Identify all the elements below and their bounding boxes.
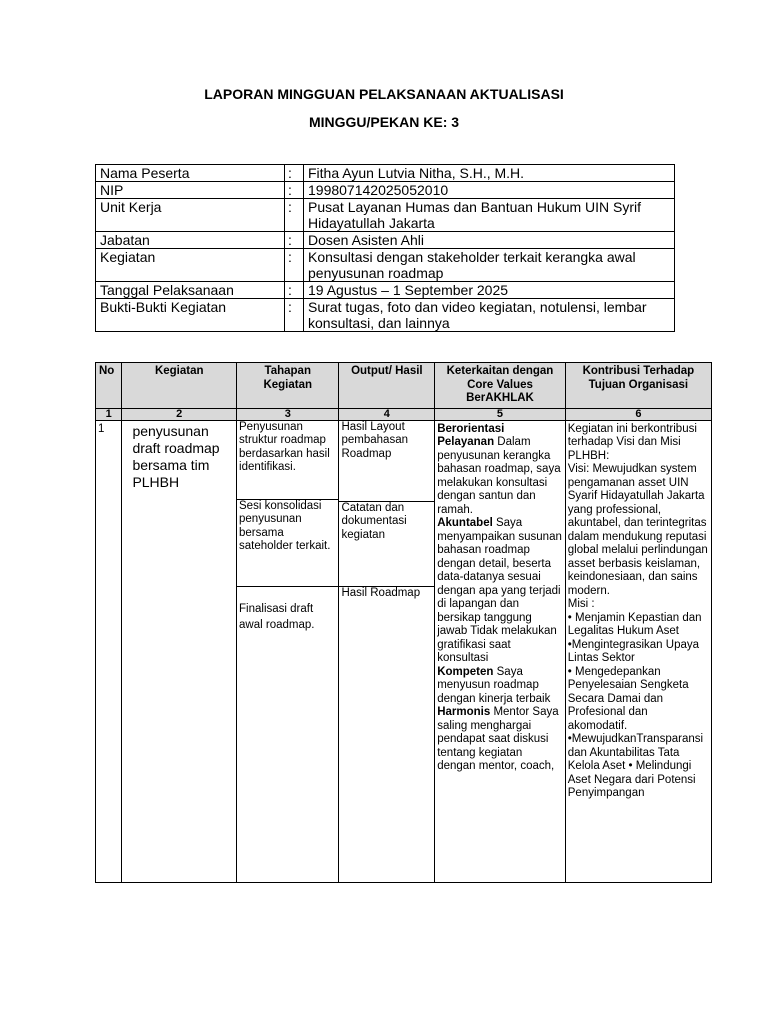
identity-separator: : [285, 182, 304, 199]
header-tahapan: Tahapan Kegiatan [237, 363, 339, 409]
kontribusi-line: Visi: Mewujudkan system pengamanan asset UIN Syarif Hidayatullah Jakarta yang professional, akuntabel, dan terintegritas dalam mendukung reputasi global melalui perlindungan asset berbasis keislaman, keindonesiaan, dan sains modern. [567, 463, 708, 597]
week-number: MINGGU/PEKAN KE: 3 [308, 114, 460, 130]
identity-row [96, 182, 675, 199]
core-value-text: Saya menyusun roadmap dengan kinerja terbaik [437, 665, 551, 705]
identity-value: Dosen Asisten Ahli [304, 232, 675, 249]
col-number: 4 [339, 408, 435, 420]
col-number: 6 [565, 408, 711, 420]
kontribusi-line: •Mengintegrasikan Upaya Lintas Sektor [567, 638, 700, 664]
header-row [96, 363, 712, 409]
tahapan-cell [237, 420, 339, 882]
kontribusi-line: • Menjamin Kepastian dan Legalitas Hukum Aset [567, 611, 702, 637]
identity-row [96, 165, 675, 182]
header-kontribusi: Kontribusi Terhadap Tujuan Organisasi [565, 363, 711, 409]
core-value-term: Berorientasi Pelayanan [437, 422, 505, 448]
output-item: Hasil Roadmap [341, 586, 421, 599]
identity-label: Bukti-Bukti Kegiatan [96, 299, 285, 332]
identity-label: Unit Kerja [96, 199, 285, 232]
row-number: 1 [96, 420, 122, 882]
identity-value: 19 Agustus – 1 September 2025 [304, 282, 675, 299]
kontribusi-cell [565, 420, 711, 882]
identity-label: NIP [96, 182, 285, 199]
identity-label: Kegiatan [96, 249, 285, 282]
identity-separator: : [285, 232, 304, 249]
tahapan-step: Penyusunan struktur roadmap berdasarkan hasil identifikasi. [237, 421, 338, 500]
col-number: 5 [435, 408, 566, 420]
kegiatan-text: penyusunan draft roadmap bersama tim PLHBH [132, 422, 220, 490]
tahapan-step: Sesi konsolidasi penyusunan bersama sateholder terkait. [237, 500, 338, 587]
identity-separator: : [285, 199, 304, 232]
output-item: Catatan dan dokumentasi kegiatan [339, 502, 434, 587]
kegiatan-cell [122, 420, 237, 882]
identity-row [96, 282, 675, 299]
identity-separator: : [285, 282, 304, 299]
identity-separator: : [285, 299, 304, 332]
col-number: 1 [96, 408, 122, 420]
header-core-values: Keterkaitan dengan Core Values BerAKHLAK [435, 363, 566, 409]
kontribusi-line: Kegiatan ini berkontribusi terhadap Visi dan Misi PLHBH: [567, 422, 697, 462]
header-kegiatan: Kegiatan [122, 363, 237, 409]
identity-label: Tanggal Pelaksanaan [96, 282, 285, 299]
col-number: 2 [122, 408, 237, 420]
core-value-text: Saya menyampaikan susunan bahasan roadmap dengan detail, beserta data-datanya sesuai dengan apa yang terjadi di lapangan dan bersikap tanggung jawab Tidak melakukan gratifikasi saat konsultasi [437, 517, 562, 664]
identity-value: Fitha Ayun Lutvia Nitha, S.H., M.H. [304, 165, 675, 182]
identity-row [96, 199, 675, 232]
identity-label: Nama Peserta [96, 165, 285, 182]
header-no: No [96, 363, 122, 409]
core-value-term: Kompeten [437, 665, 494, 678]
identity-value: Konsultasi dengan stakeholder terkait kerangka awal penyusunan roadmap [304, 249, 675, 282]
column-number-row [96, 408, 712, 420]
output-item: Hasil Layout pembahasan Roadmap [339, 421, 434, 502]
identity-row [96, 249, 675, 282]
header-output: Output/ Hasil [339, 363, 435, 409]
identity-label: Jabatan [96, 232, 285, 249]
core-values-cell [435, 420, 566, 882]
core-value-term: Akuntabel [437, 517, 493, 529]
core-value-term: Harmonis [437, 706, 491, 718]
table-row [96, 420, 712, 882]
identity-separator: : [285, 249, 304, 282]
identity-table [95, 164, 675, 332]
core-value-text: Mentor Saya saling menghargai pendapat saat diskusi tentang kegiatan dengan mentor, coach, [437, 706, 559, 772]
tahapan-step: Finalisasi draft awal roadmap. [239, 602, 315, 631]
identity-value: 199807142025052010 [304, 182, 675, 199]
kontribusi-line: • Mengedepankan Penyelesaian Sengketa Secara Damai dan Profesional dan akomodatif. [567, 665, 689, 732]
identity-value: Surat tugas, foto dan video kegiatan, notulensi, lembar konsultasi, dan lainnya [304, 299, 675, 332]
identity-value: Pusat Layanan Humas dan Bantuan Hukum UIN Syrif Hidayatullah Jakarta [304, 199, 675, 232]
identity-row [96, 232, 675, 249]
identity-row [96, 299, 675, 332]
output-cell [339, 420, 435, 882]
activity-table [95, 362, 712, 883]
report-title: LAPORAN MINGGUAN PELAKSANAAN AKTUALISASI [204, 86, 564, 102]
core-value-text: Dalam penyusunan kerangka bahasan roadmap, saya melakukan konsultasi dengan santun dan ramah. [437, 436, 561, 516]
kontribusi-line: Misi : [567, 598, 595, 610]
kontribusi-line: •MewujudkanTransparansi dan Akuntabilitas Tata Kelola Aset • Melindungi Aset Negara dari Potensi Penyimpangan [567, 733, 704, 799]
col-number: 3 [237, 408, 339, 420]
identity-separator: : [285, 165, 304, 182]
